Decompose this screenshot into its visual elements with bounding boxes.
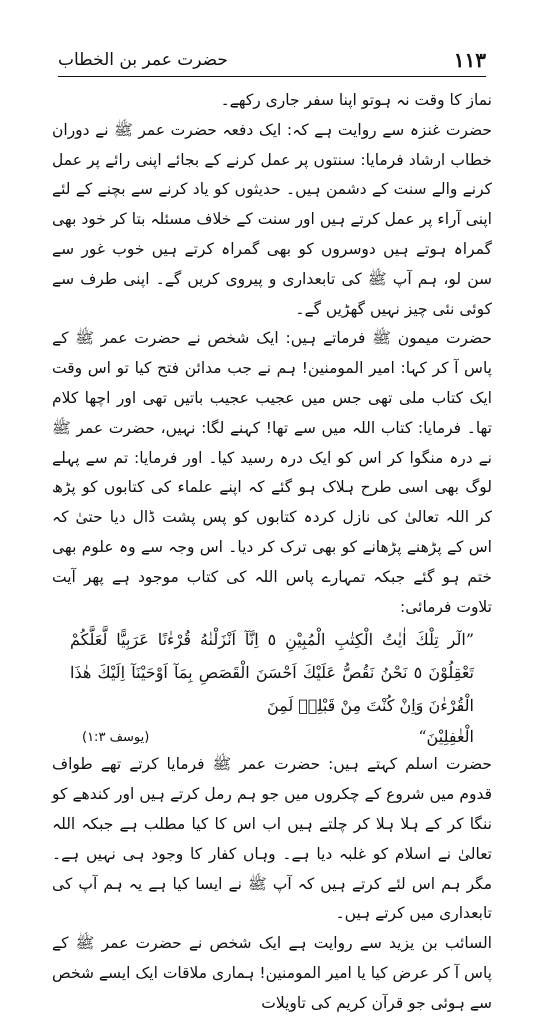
- page-header: [58, 40, 486, 74]
- page-body: [52, 86, 492, 1019]
- page-number: ۱۱۳: [453, 48, 486, 72]
- quotation-ending: الْغٰفِلِيْنَ“: [418, 727, 474, 747]
- header-divider: [58, 76, 486, 77]
- running-title: حضرت عمر بن الخطاب: [58, 50, 228, 70]
- quotation-reference: (یوسف ۱:۳): [82, 730, 150, 746]
- paragraph-3: حضرت میمون ﷺ فرماتے ہیں: ایک شخص نے حضرت عمر ﷺ کے پاس آ کر کہا: امیر المومنین! ہم نے جب مدائن فتح کیا تو اس وقت ایک کتاب ملی تھی جس میں عجیب عجیب باتیں تھی اور اچھا کلام تھا۔ فرمایا: کتاب اللہ میں سے تھا! کہنے لگا: نہیں، حضرت عمر ﷺ نے درہ منگوا کر اس کو ایک درہ رسید کیا۔ اور فرمایا: تم سے پہلے لوگ بھی اسی طرح ہلاک ہو گئے کہ اپنے علماء کی کتابوں کو پڑھ کر اللہ تعالیٰ کی نازل کردہ کتابوں کو پس پشت ڈال دیا حتیٰ کہ اس کے پڑھنے پڑھانے کو بھی ترک کر دیا۔ اس وجہ سے وہ علوم بھی ختم ہو گئے جبکہ تمہارے پاس اللہ کی کتاب موجود ہے پھر آیت تلاوت فرمائی:: [52, 329, 492, 616]
- quran-quotation: [70, 623, 474, 722]
- paragraph-4: حضرت اسلم کہتے ہیں: حضرت عمر ﷺ فرمایا کرتے تھے طواف قدوم میں شروع کے چکروں میں جو ہم رمل کرتے ہیں اور کندھے کو ننگا کر کے ہلا ہلا کر چلتے ہیں اب اس کا کیا مطلب ہے جبکہ اللہ تعالیٰ نے اسلام کو غلبہ دیا ہے۔ وہاں کفار کا وجود ہی نہیں ہے۔ مگر ہم اس لئے کرتے ہیں کہ آپ ﷺ نے ایسا کیا ہے یہ ہم آپ کی تابعداری میں کرتے ہیں۔: [52, 755, 492, 923]
- paragraph-1: نماز کا وقت نہ ہوتو اپنا سفر جاری رکھے۔: [220, 91, 492, 109]
- paragraph-2: حضرت غنزہ سے روایت ہے کہ: ایک دفعہ حضرت عمر ﷺ نے دوران خطاب ارشاد فرمایا: سنتوں پر عمل کرنے کے بجائے اپنی رائے پر عمل کرنے والے سنت کے دشمن ہیں۔ حدیثوں کو یاد کرنے سے بچنے کے لئے اپنی آراء پر عمل کرتے ہیں اور سنت کے خلاف مسئلہ بتا کر خود بھی گمراہ ہوتے ہیں دوسروں کو بھی گمراہ کرتے ہیں خوب غور سے سن لو، ہم آپ ﷺ کی تابعداری و پیروی کریں گے۔ اپنی طرف سے کوئی نئی چیز نہیں گھڑیں گے۔: [52, 120, 492, 318]
- paragraph-5: السائب بن یزید سے روایت ہے ایک شخص نے حضرت عمر ﷺ کے پاس آ کر عرض کیا یا امیر المومنین! ہماری ملاقات ایک ایسے شخص سے ہوئی جو قرآن کریم کی تاویلات: [52, 934, 492, 1012]
- quotation-text: ”الٓر تِلْكَ اٰيٰتُ الْكِتٰبِ الْمُبِيْنِ ٥ اِنَّآ اَنْزَلْنٰهُ قُرْءٰنًا عَرَبِيًّا لَّعَلَّكُمْ تَعْقِلُوْنَ ٥ نَحْنُ نَقُصُّ عَلَيْكَ اَحْسَنَ الْقَصَصِ بِمَآ اَوْحَيْنَآ اِلَيْكَ هٰذَا الْقُرْءٰنَ وَاِنْ كُنْتَ مِنْ قَبْلِهٖ لَمِنَ: [70, 630, 474, 716]
